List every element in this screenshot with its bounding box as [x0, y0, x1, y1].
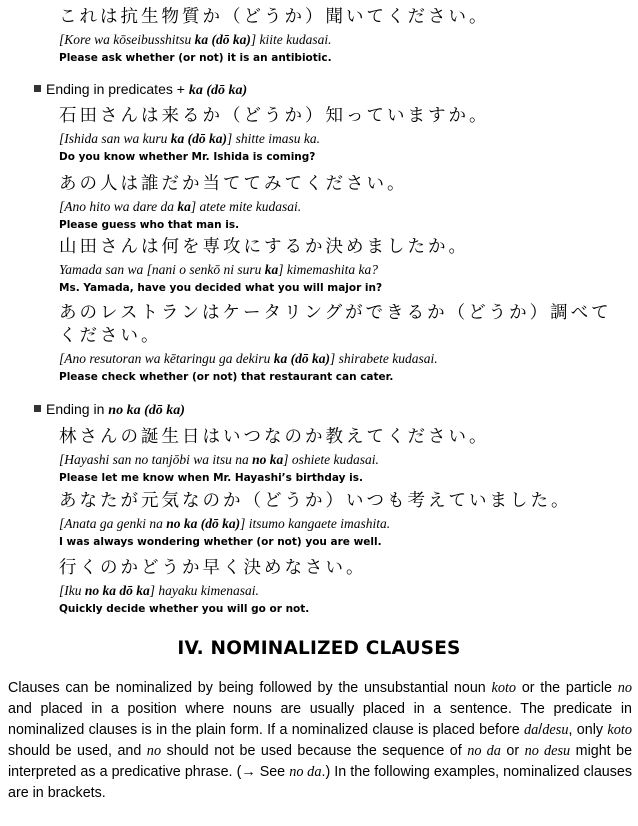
japanese-sentence: 石田さんは来るか（どうか）知っていますか。: [59, 106, 490, 126]
example-yamada: [59, 236, 629, 295]
english-translation: Please check whether (or not) that restaurant can cater.: [59, 371, 394, 383]
example-hayashi: [59, 426, 629, 485]
bullet-heading-predicates: Ending in predicates + ka (dō ka): [34, 80, 247, 100]
romanization: [Ano hito wa dare da ka] atete mite kudasai.: [59, 199, 302, 214]
japanese-sentence: 林さんの誕生日はいつなのか教えてください。: [59, 427, 490, 447]
romanization: [Iku no ka dō ka] hayaku kimenasai.: [59, 583, 259, 598]
bullet-square-icon: [34, 85, 41, 92]
english-translation: Please ask whether (or not) it is an antibiotic.: [59, 52, 332, 64]
body-paragraph: Clauses can be nominalized by being followed by the unsubstantial noun koto or the particle no and placed in a position where nouns are usually placed in a sentence. The predicate in nominalized clauses is in the plain form. If a nominalized clause is placed before da/desu, only koto should be used, and no should not be used because the sequence of no da or no desu might be interpreted as a predicative phrase. (→ See no da.) In the following examples, nominalized clauses are in brackets.: [8, 680, 633, 801]
example-iku: [59, 557, 629, 616]
english-translation: Ms. Yamada, have you decided what you will major in?: [59, 282, 383, 294]
japanese-sentence: あのレストランはケータリングができるか（どうか）調べてください。: [59, 303, 612, 346]
bullet-heading-no-ka: Ending in no ka (dō ka): [34, 400, 185, 420]
english-translation: Do you know whether Mr. Ishida is coming?: [59, 151, 316, 163]
romanization: [Anata ga genki na no ka (dō ka)] itsumo kangaete imashita.: [59, 516, 391, 531]
section-heading: IV. NOMINALIZED CLAUSES: [177, 638, 461, 659]
english-translation: Please let me know when Mr. Hayashi’s birthday is.: [59, 472, 363, 484]
english-translation: I was always wondering whether (or not) you are well.: [59, 536, 382, 548]
japanese-sentence: あなたが元気なのか（どうか）いつも考えていました。: [59, 491, 572, 511]
bullet-square-icon: [34, 405, 41, 412]
romanization: Yamada san wa [nani o senkō ni suru ka] kimemashita ka?: [59, 262, 379, 277]
example-ano-hito: [59, 173, 629, 232]
example-ishida: [59, 105, 629, 164]
japanese-sentence: 行くのかどうか早く決めなさい。: [59, 558, 367, 578]
romanization: [Ishida san wa kuru ka (dō ka)] shitte imasu ka.: [59, 131, 321, 146]
japanese-sentence: これは抗生物質か（どうか）聞いてください。: [59, 7, 490, 27]
romanization: [Ano resutoran wa kētaringu ga dekiru ka (dō ka)] shirabete kudasai.: [59, 351, 438, 366]
example-genki: [59, 490, 629, 549]
japanese-sentence: あの人は誰だか当ててみてください。: [59, 174, 408, 194]
example-antibiotic: [59, 6, 629, 65]
english-translation: Quickly decide whether you will go or not.: [59, 603, 310, 615]
romanization: [Hayashi san no tanjōbi wa itsu na no ka] oshiete kudasai.: [59, 452, 379, 467]
japanese-sentence: 山田さんは何を専攻にするか決めましたか。: [59, 237, 469, 257]
example-restaurant: [59, 302, 629, 384]
romanization: [Kore wa kōseibusshitsu ka (dō ka)] kiite kudasai.: [59, 32, 332, 47]
english-translation: Please guess who that man is.: [59, 219, 240, 231]
